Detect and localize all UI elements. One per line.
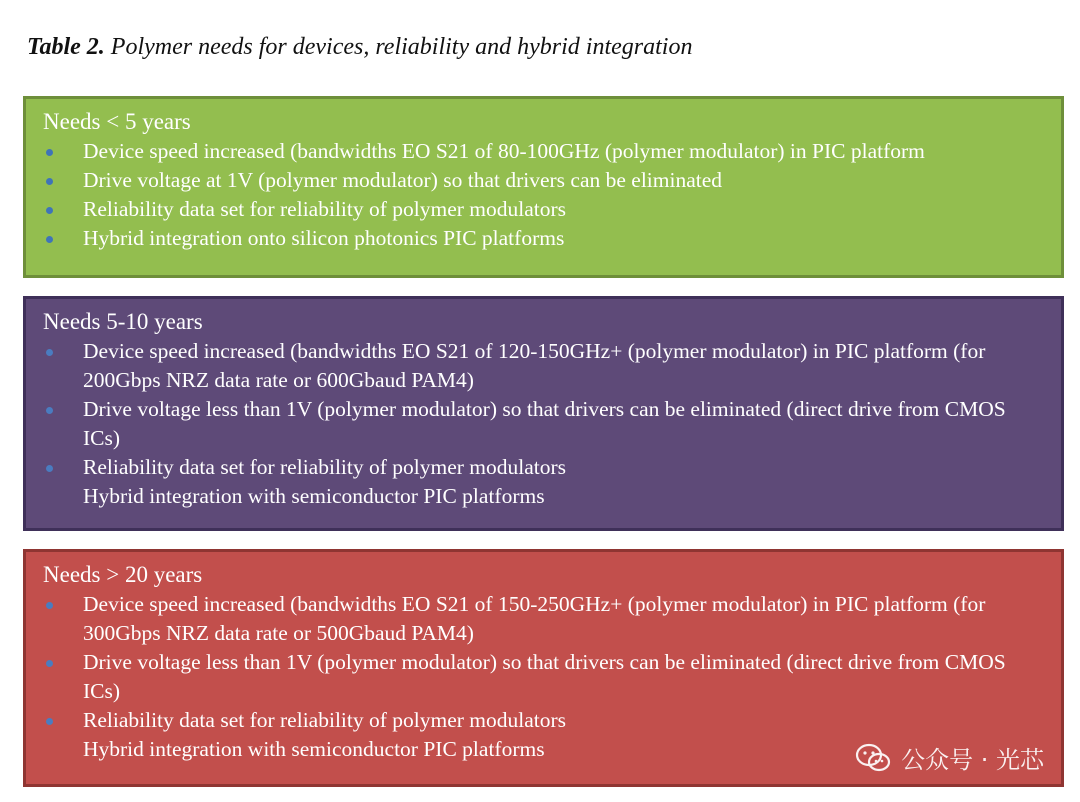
bullet-icon (46, 660, 53, 667)
item-text: Reliability data set for reliability of polymer modulators (83, 708, 567, 732)
caption-label: Table 2. (27, 34, 105, 60)
bullet-icon (46, 602, 53, 609)
needs-list (43, 590, 1045, 764)
panel-under-5-years (23, 96, 1064, 278)
needs-list (43, 337, 1045, 511)
panel-title: Needs 5-10 years (43, 309, 203, 334)
item-text: Device speed increased (bandwidths EO S21 of 150-250GHz+ (polymer modulator) in PIC platform (for 300Gbps NRZ data rate or 500Gbaud PAM4) (83, 592, 986, 645)
bullet-icon (46, 149, 53, 156)
watermark (855, 740, 1044, 775)
item-text: Device speed increased (bandwidths EO S21 of 120-150GHz+ (polymer modulator) in PIC platform (for 200Gbps NRZ data rate or 600Gbaud PAM4) (83, 339, 986, 392)
panel-title: Needs > 20 years (43, 562, 203, 587)
item-text: Drive voltage at 1V (polymer modulator) so that drivers can be eliminated (83, 168, 723, 192)
list-item (43, 395, 1045, 453)
item-text: Drive voltage less than 1V (polymer modulator) so that drivers can be eliminated (direct drive from CMOS ICs) (83, 650, 1006, 703)
item-text: Drive voltage less than 1V (polymer modulator) so that drivers can be eliminated (direct drive from CMOS ICs) (83, 397, 1006, 450)
wechat-icon (855, 743, 891, 773)
list-item (43, 648, 1045, 706)
item-continuation: Hybrid integration with semiconductor PIC platforms (83, 737, 545, 761)
bullet-icon (46, 407, 53, 414)
panel-5-10-years (23, 296, 1064, 531)
list-item (43, 224, 1045, 253)
list-item (43, 337, 1045, 395)
bullet-icon (46, 465, 53, 472)
watermark-text: 公众号 · 光芯 (901, 746, 1044, 774)
needs-list (43, 137, 1045, 253)
bullet-icon (46, 349, 53, 356)
item-text: Reliability data set for reliability of polymer modulators (83, 197, 567, 221)
list-item (43, 590, 1045, 648)
bullet-icon (46, 236, 53, 243)
bullet-icon (46, 178, 53, 185)
list-item (43, 195, 1045, 224)
bullet-icon (46, 718, 53, 725)
caption-text: Polymer needs for devices, reliability and hybrid integration (104, 34, 693, 60)
item-continuation: Hybrid integration with semiconductor PIC platforms (83, 484, 545, 508)
list-item (43, 137, 1045, 166)
item-text: Reliability data set for reliability of polymer modulators (83, 455, 567, 479)
item-text: Hybrid integration onto silicon photonics PIC platforms (83, 226, 565, 250)
item-text: Device speed increased (bandwidths EO S21 of 80-100GHz (polymer modulator) in PIC platform (83, 139, 925, 163)
bullet-icon (46, 207, 53, 214)
table-caption (27, 34, 692, 61)
panel-title: Needs < 5 years (43, 109, 191, 134)
list-item (43, 453, 1045, 511)
list-item (43, 166, 1045, 195)
